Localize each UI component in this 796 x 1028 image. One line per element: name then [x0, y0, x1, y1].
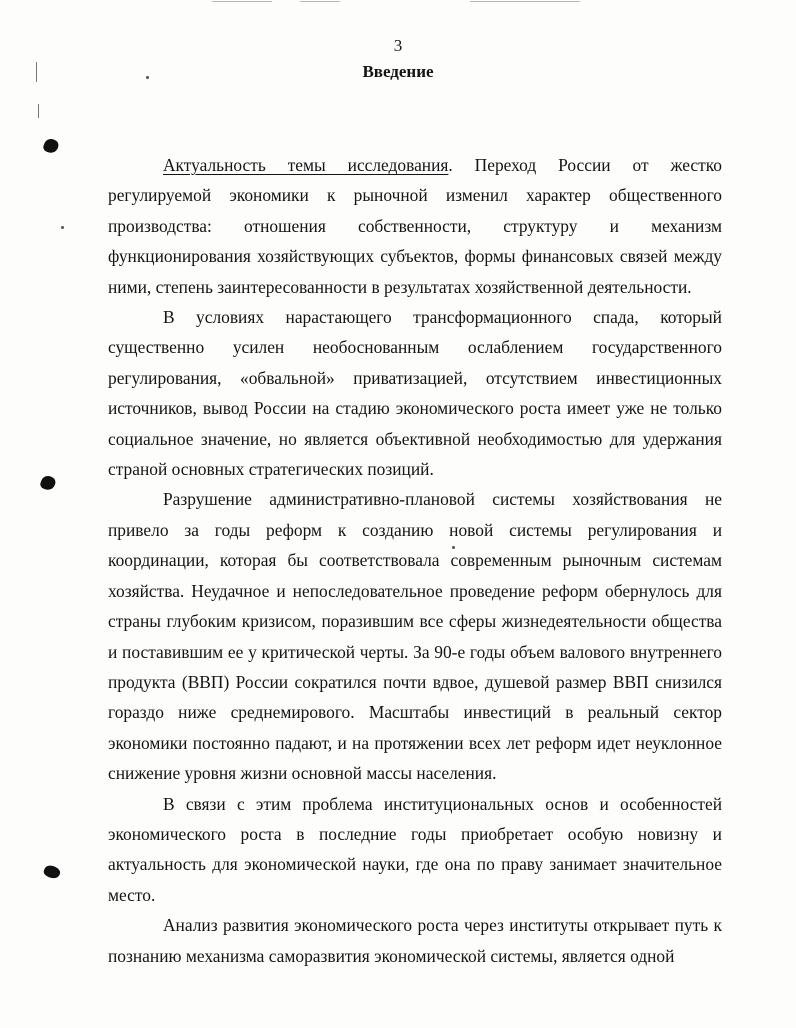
paragraph-text: . Переход России от жестко регулируемой экономики к рыночной изменил характер общественного производства: отношения собственности, структуру и механизм функционирования хозяйствующих субъектов, формы финансовых связей между ними, степень заинтересованности в результатах хозяйственной деятельности. — [108, 155, 722, 297]
margin-artifact — [61, 226, 64, 229]
paragraph: В связи с этим проблема институциональных основ и особенностей экономического роста в последние годы приобретает особую новизну и актуальность для экономической науки, где она по праву занимает значительное место. — [108, 793, 722, 905]
binder-hole-mark — [42, 863, 62, 881]
relevance-heading: Актуальность темы исследования — [163, 155, 449, 175]
page-title: Введение — [362, 62, 434, 81]
scan-artifact-line — [470, 1, 580, 2]
body-text — [108, 150, 722, 971]
binder-hole-mark — [39, 474, 58, 493]
scan-artifact-line — [212, 1, 272, 2]
paragraph-relevance — [108, 150, 722, 302]
page-number: 3 — [393, 36, 403, 55]
paragraph: Анализ развития экономического роста через институты открывает путь к познанию механизма саморазвития экономической системы, является одной — [108, 915, 722, 966]
binder-hole-mark — [42, 137, 61, 156]
paragraph: Разрушение административно-плановой системы хозяйствования не привело за годы реформ к созданию новой системы регулирования и координации, которая бы соответствовала современным рыночным системам хозяйства. Неудачное и непоследовательное проведение реформ обернулось для страны глубоким кризисом, поразившим все сферы жизнедеятельности общества и поставившим ее у критической черты. За 90-е годы объем валового внутреннего продукта (ВВП) России сократился почти вдвое, душевой размер ВВП снизился гораздо ниже среднемирового. Масштабы инвестиций в реальный сектор экономики постоянно падают, и на протяжении всех лет реформ идет неуклонное снижение уровня жизни основной массы населения. — [108, 489, 722, 784]
paragraph: В условиях нарастающего трансформационного спада, который существенно усилен необоснованным ослаблением государственного регулирования, «обвальной» приватизацией, отсутствием инвестиционных источников, вывод России на стадию экономического роста имеет уже не только социальное значение, но является объективной необходимостью для удержания страной основных стратегических позиций. — [108, 307, 722, 480]
margin-artifact — [38, 104, 39, 118]
scan-artifact-line — [300, 1, 340, 2]
